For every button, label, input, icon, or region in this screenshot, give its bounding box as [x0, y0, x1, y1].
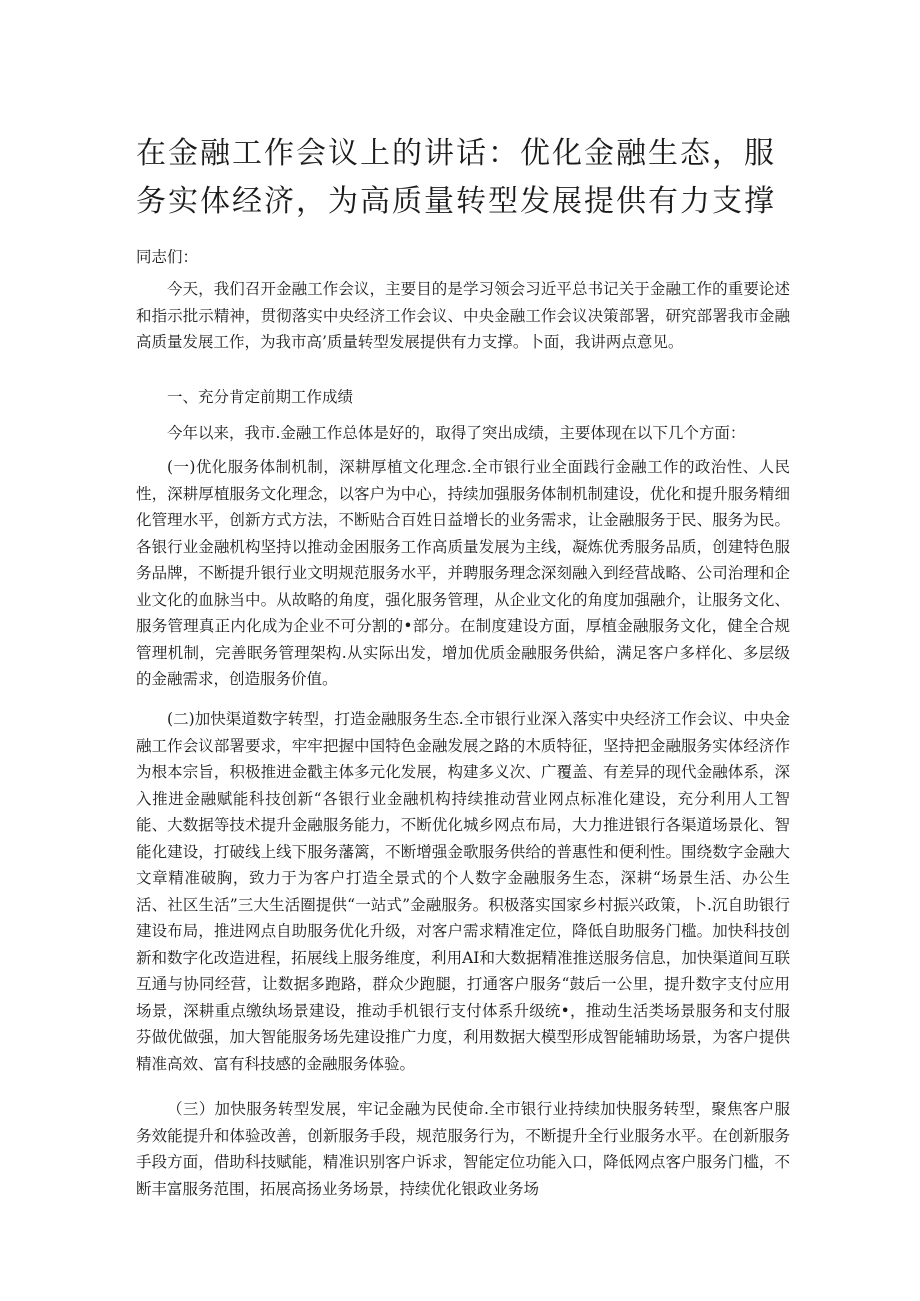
paragraph-point-2: (二)加快渠道数字转型，打造金融服务生态.全市银行业深入落实中央经济工作会议、中央金融工作会议部署要求，牢牢把握中国特色金融发展之路的木质特征，坚持把金融服务实体经济作为根本宗旨，积极推进金戳主体多元化发展，构建多义次、广覆盖、有差异的现代金融体系，深入推进金融赋能科技创新“各银行业金融机构持续推动营业网点标准化建设，充分利用人工智能、大数据等技术提升金融服务能力，不断优化城乡网点布局，大力推进银行各渠道场景化、智能化建设，打破线上线下服务藩篱，不断增强金歌服务供给的普惠性和便利性。围绕数字金融大文章精准破胸，致力于为客户打造全景式的个人数字金融服务生态，深耕“场景生活、办公生活、社区生活”三大生活圈提供“一站式”金融服务。积极落实国家乡村振兴政策，卜.沉自助银行建设布局，推进网点自助服务优化升级，对客户需求精准定位，降低自助服务门槛。加快科技创新和数字化改造进程，拓展线上服务维度，利用AI和大数据精准推送服务信息，加快渠道间互联互通与协同经营，让数据多跑路，群众少跑腿，打通客户服务“鼓后一公里，提升数字支付应用场景，深耕重点缴纨场景建设，推动手机银行支付体系升级统•，推动生活类场景服务和支付服芬做优做强，加大智能服务场先建设推广力度，利用数据大模型形成智能辅助场景，为客户提供精准高效、富有科技感的金融服务体验。: [136, 710, 790, 1073]
document-title: 在金融工作会议上的讲话：优化金融生态，服务实体经济，为高质量转型发展提供有力支撑: [136, 136, 776, 219]
paragraph-point-3: （三）加快服务转型发展，牢记金融为民使命.全市银行业持续加快服务转型，聚焦客户服务效能提升和体验改善，创新服务手段，规范服务行为，不断提升全行业服务水平。在创新服务手段方面，借助科技赋能，精准识别客户诉求，智能定位功能入口，降低网点客户服务门槛，不断丰富服务范围，拓展高扬业务场景，持续优化银政业务场: [136, 1100, 790, 1198]
salutation: 同志们：: [136, 248, 199, 266]
section-heading: 一、充分肯定前期工作成绩: [167, 388, 354, 406]
paragraph-intro: 今天，我们召开金融工作会议，主要目的是学习领会习近平总书记关于金融工作的重要论述和指示批示精神，贯彻落实中央经济工作会议、中央金融工作会议决策部署，研究部署我市金融高质量发展工作，为我市高’质量转型发展提供有力支撑。卜面，我讲两点意见。: [136, 280, 790, 351]
paragraph-summary: 今年以来，我市.金融工作总体是好的，取得了突出成绩，主要体现在以下几个方面：: [167, 424, 746, 442]
paragraph-point-1: (一)优化服务体制机制，深耕厚植文化理念.全市银行业全面践行金融工作的政治性、人民性，深耕厚植服务文化理念，以客户为中心，持续加强服务体制机制建设，优化和提升服务精细化管理水平，创新方式方法，不断贴合百姓日益增长的业务需求，让金融服务于民、服务为民。各银行业金融机构坚持以推动金困服务工作高质量发展为主线，凝炼优秀服务品质，创建特色服务品牌，不断提升银行业文明规范服务水平，并聘服务理念深刻融入到经营战略、公司治理和企业文化的血脉当中。从故略的角度，强化服务管理，从企业文化的角度加强融介，让服务文化、服务管理真正内化成为企业不可分割的•部分。在制度建设方面，厚植金融服务文化，健全合规管理机制，完善眠务管理架构.从实际出发，增加优质金融服务供給，满足客户多样化、多层级的金融需求，创造服务价值。: [136, 458, 790, 688]
